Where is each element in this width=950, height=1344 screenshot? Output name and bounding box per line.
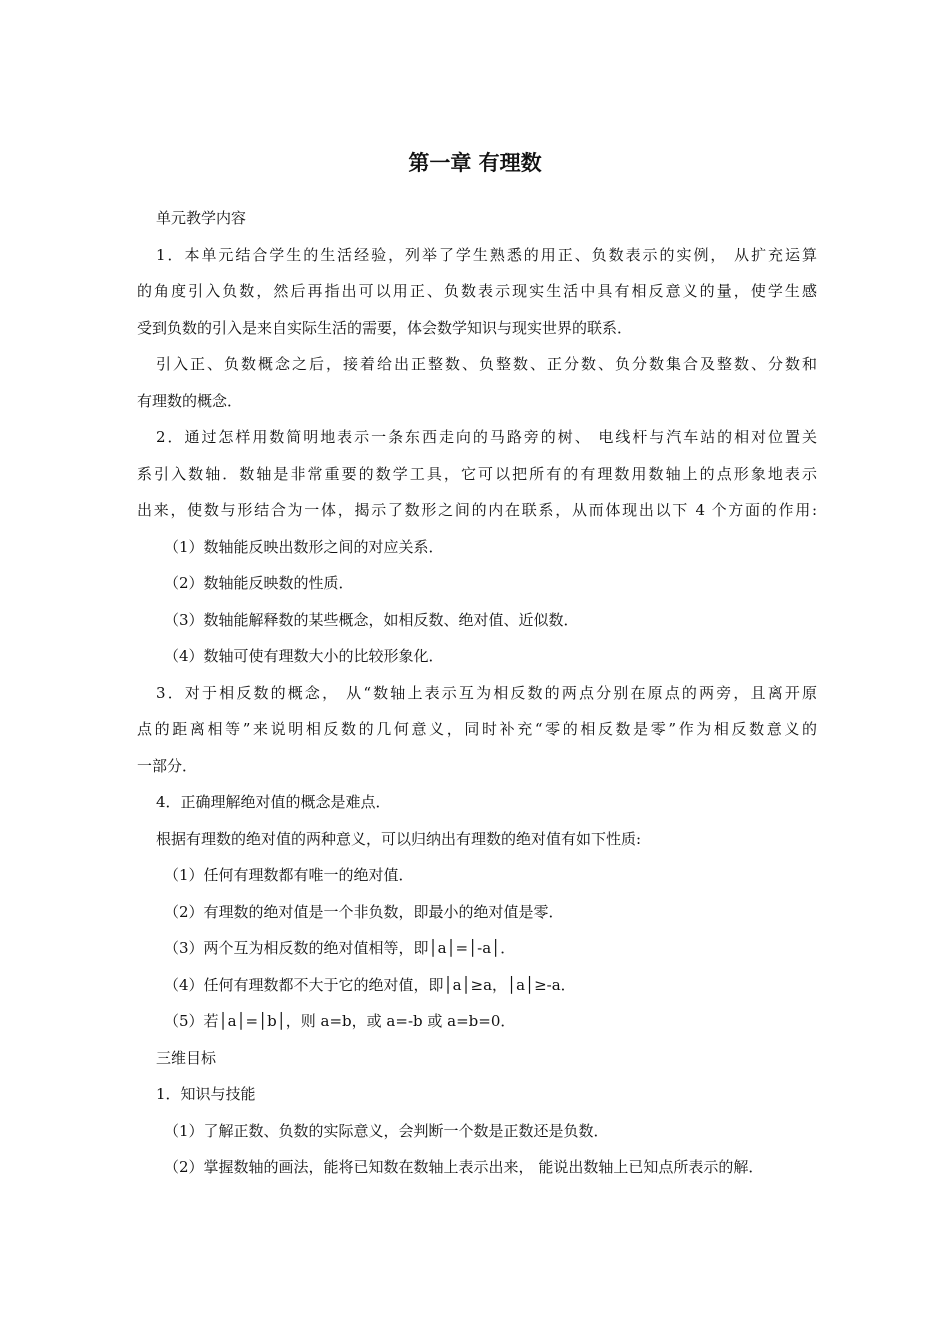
subsection-heading: 1．知识与技能 [156,1085,256,1103]
chapter-title: 第一章 有理数 [408,151,542,175]
list-item: （1）了解正数、负数的实际意义，会判断一个数是正数还是负数． [164,1121,609,1140]
document-body [137,200,817,1186]
list-item: （3）两个互为相反数的绝对值相等，即│a│=│-a│． [164,939,516,957]
paragraph-line: 受到负数的引入是来自实际生活的需要，体会数学知识与现实世界的联系． [137,318,633,337]
paragraph-line: 3．对于相反数的概念， 从“数轴上表示互为相反数的两点分别在原点的两旁，且离开原 [156,683,817,702]
list-item: （2）掌握数轴的画法，能将已知数在数轴上表示出来， 能说出数轴上已知点所表示的解． [164,1158,764,1176]
paragraph-line: 点的距离相等”来说明相反数的几何意义，同时补充“零的相反数是零”作为相反数意义的 [137,720,817,738]
paragraph-line: 有理数的概念． [137,391,243,410]
paragraph-line: 一部分． [137,756,198,775]
list-item: （1）数轴能反映出数形之间的对应关系． [164,537,444,556]
section-heading-objectives: 三维目标 [156,1048,217,1067]
paragraph-line: 1．本单元结合学生的生活经验，列举了学生熟悉的用正、负数表示的实例， 从扩充运算 [156,245,817,264]
list-item: （1）任何有理数都有唯一的绝对值． [164,866,414,884]
list-item: （3）数轴能解释数的某些概念，如相反数、绝对值、近似数． [164,610,579,629]
list-item: （4）数轴可使有理数大小的比较形象化． [164,647,444,665]
list-item: （2）数轴能反映数的性质． [164,574,354,592]
section-heading-content: 单元教学内容 [156,209,247,227]
list-item: （4）任何有理数都不大于它的绝对值，即│a│≥a，│a│≥-a． [164,975,576,994]
list-item: （5）若│a│=│b│，则 a=b，或 a=-b 或 a=b=0． [164,1012,516,1030]
paragraph-line: 引入正、负数概念之后，接着给出正整数、负整数、正分数、负分数集合及整数、分数和 [156,355,817,373]
paragraph-line: 4．正确理解绝对值的概念是难点． [156,793,391,811]
paragraph-line: 2．通过怎样用数简明地表示一条东西走向的马路旁的树、 电线杆与汽车站的相对位置关 [156,428,817,446]
paragraph-line: 的角度引入负数，然后再指出可以用正、负数表示现实生活中具有相反意义的量，使学生感 [137,282,817,300]
list-item: （2）有理数的绝对值是一个非负数，即最小的绝对值是零． [164,902,564,921]
paragraph-line: 系引入数轴．数轴是非常重要的数学工具，它可以把所有的有理数用数轴上的点形象地表示 [137,464,817,483]
paragraph-line: 出来，使数与形结合为一体，揭示了数形之间的内在联系，从而体现出以下 4 个方面的作用: [137,501,817,519]
paragraph-line: 根据有理数的绝对值的两种意义，可以归纳出有理数的绝对值有如下性质: [156,829,642,848]
